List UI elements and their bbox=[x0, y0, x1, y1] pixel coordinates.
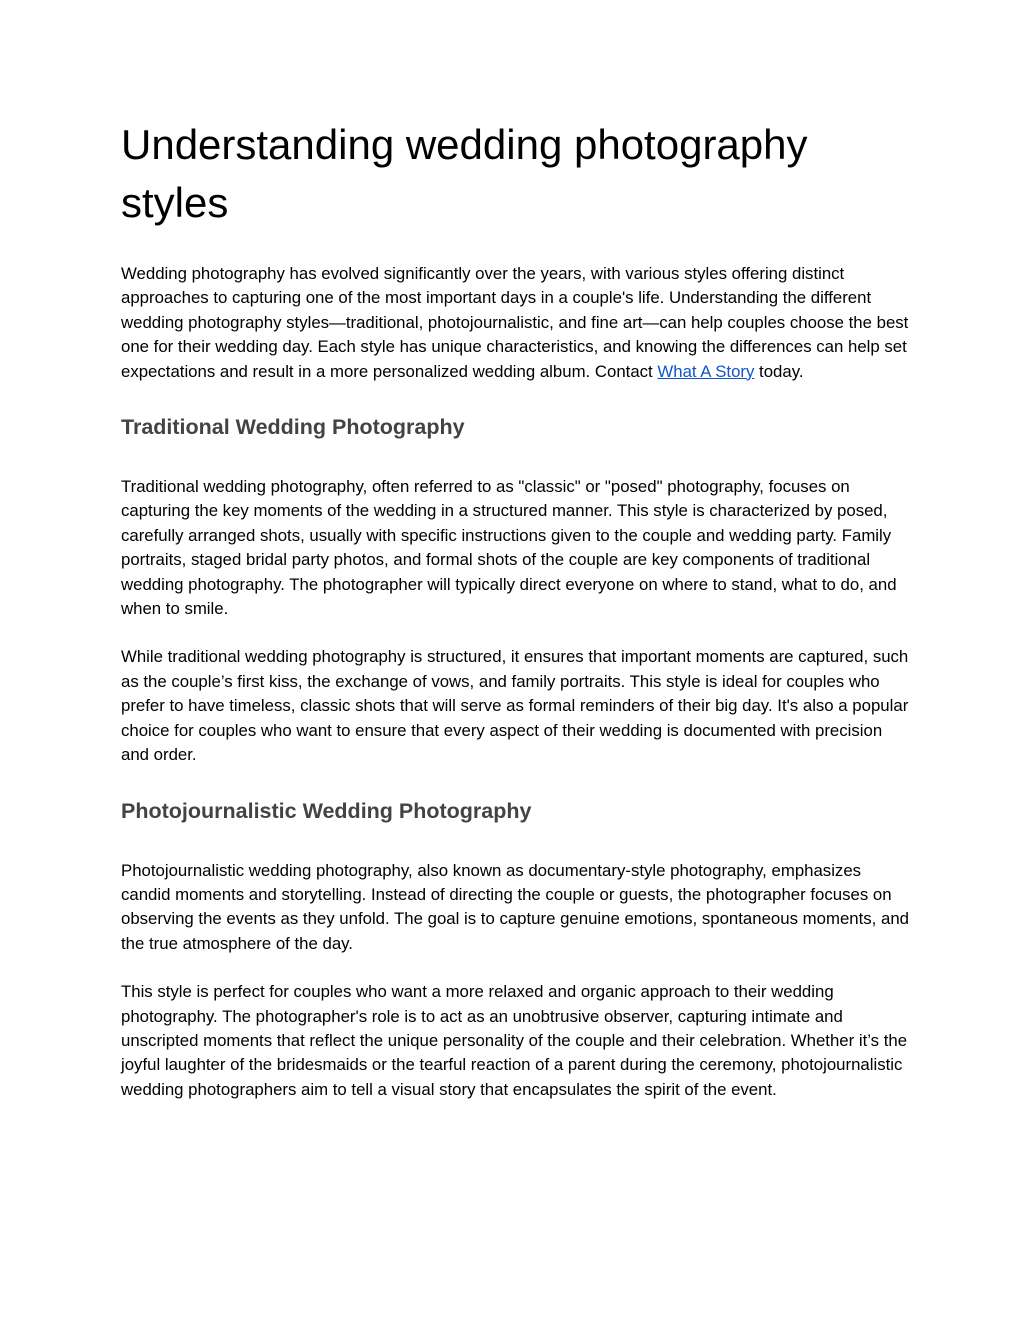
intro-text: Wedding photography has evolved significantly over the years, with various styles offering distinct approaches to capturing one of the most important days in a couple's life. Understanding the different wedding photography styles—traditional, photojournalistic, and fine art—can help couples choose the best one for their wedding day. Each style has unique characteristics, and knowing the differences can help set expectations and result in a more personalized wedding album. Contact bbox=[121, 264, 909, 381]
what-a-story-link[interactable]: What A Story bbox=[657, 361, 755, 381]
traditional-paragraph-2: While traditional wedding photography is structured, it ensures that important moments are captured, such as the couple’s first kiss, the exchange of vows, and family portraits. This style is ideal for couples who prefer to have timeless, classic shots that will serve as formal reminders of their big day. It's also a popular choice for couples who want to ensure that every aspect of their wedding is documented with precision and order. bbox=[121, 647, 909, 765]
intro-paragraph bbox=[121, 262, 911, 384]
photojournalistic-paragraph-1: Photojournalistic wedding photography, also known as documentary-style photography, emphasizes candid moments and storytelling. Instead of directing the couple or guests, the photographer focuses on observing the events as they unfold. The goal is to capture genuine emotions, spontaneous moments, and the true atmosphere of the day. bbox=[121, 860, 909, 953]
section-heading-traditional: Traditional Wedding Photography bbox=[121, 415, 465, 440]
document-page bbox=[121, 116, 911, 1102]
intro-text-end: today. bbox=[754, 361, 804, 381]
traditional-paragraph-1: Traditional wedding photography, often referred to as "classic" or "posed" photography, focuses on capturing the key moments of the wedding in a structured manner. This style is characterized by posed, carefully arranged shots, usually with specific instructions given to the couple and wedding party. Family portraits, staged bridal party photos, and formal shots of the couple are key components of traditional wedding photography. The photographer will typically direct everyone on where to stand, what to do, and when to smile. bbox=[121, 477, 897, 619]
photojournalistic-paragraph-2: This style is perfect for couples who want a more relaxed and organic approach to their wedding photography. The photographer's role is to act as an unobtrusive observer, capturing intimate and unscripted moments that reflect the unique personality of the couple and their celebration. Whether it’s the joyful laughter of the bridesmaids or the tearful reaction of a parent during the ceremony, photojournalistic wedding photographers aim to tell a visual story that encapsulates the spirit of the event. bbox=[121, 982, 908, 1099]
section-heading-photojournalistic: Photojournalistic Wedding Photography bbox=[121, 798, 532, 823]
page-title: Understanding wedding photography styles bbox=[121, 121, 808, 226]
